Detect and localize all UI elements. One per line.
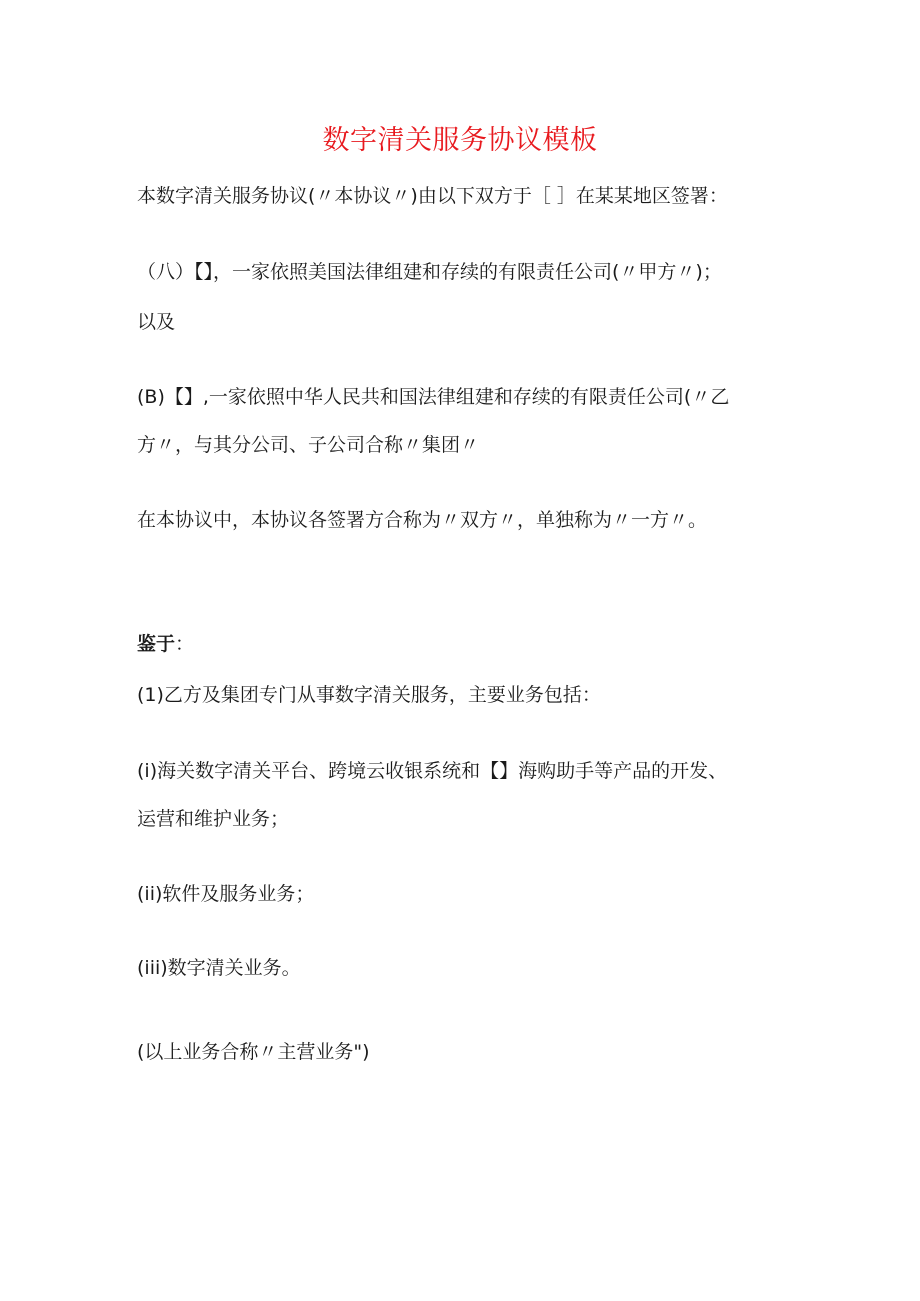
whereas-heading [137, 631, 797, 657]
whereas-heading-label: 鉴于 [137, 633, 176, 655]
recital-1: (1)乙方及集团专门从事数字清关服务，主要业务包括： [137, 684, 601, 706]
party-b-line-1: (B)【】,一家依照中华人民共和国法律组建和存续的有限责任公司(〃乙 [137, 386, 730, 408]
definition-paragraph: 在本协议中，本协议各签署方合称为〃双方〃，单独称为〃一方〃。 [137, 509, 708, 531]
whereas-heading-colon: ： [175, 633, 195, 655]
document-title: 数字清关服务协议模板 [322, 125, 598, 156]
intro-paragraph: 本数字清关服务协议(〃本协议〃)由以下双方于［ ］在某某地区签署： [137, 185, 728, 207]
item-i-line-1: (i)海关数字清关平台、跨境云收银系统和【】海购助手等产品的开发、 [137, 760, 728, 782]
business-summary: (以上业务合称〃主营业务") [137, 1041, 370, 1063]
item-ii: (ii)软件及服务业务； [137, 883, 315, 905]
item-iii: (iii)数字清关业务。 [137, 957, 301, 979]
party-a-line-1: （八）【】，一家依照美国法律组建和存续的有限责任公司(〃甲方〃)； [137, 261, 722, 283]
item-i-line-2: 运营和维护业务； [137, 808, 290, 830]
party-b-line-2: 方〃，与其分公司、子公司合称〃集团〃 [137, 434, 480, 456]
party-a-line-2: 以及 [137, 311, 176, 333]
